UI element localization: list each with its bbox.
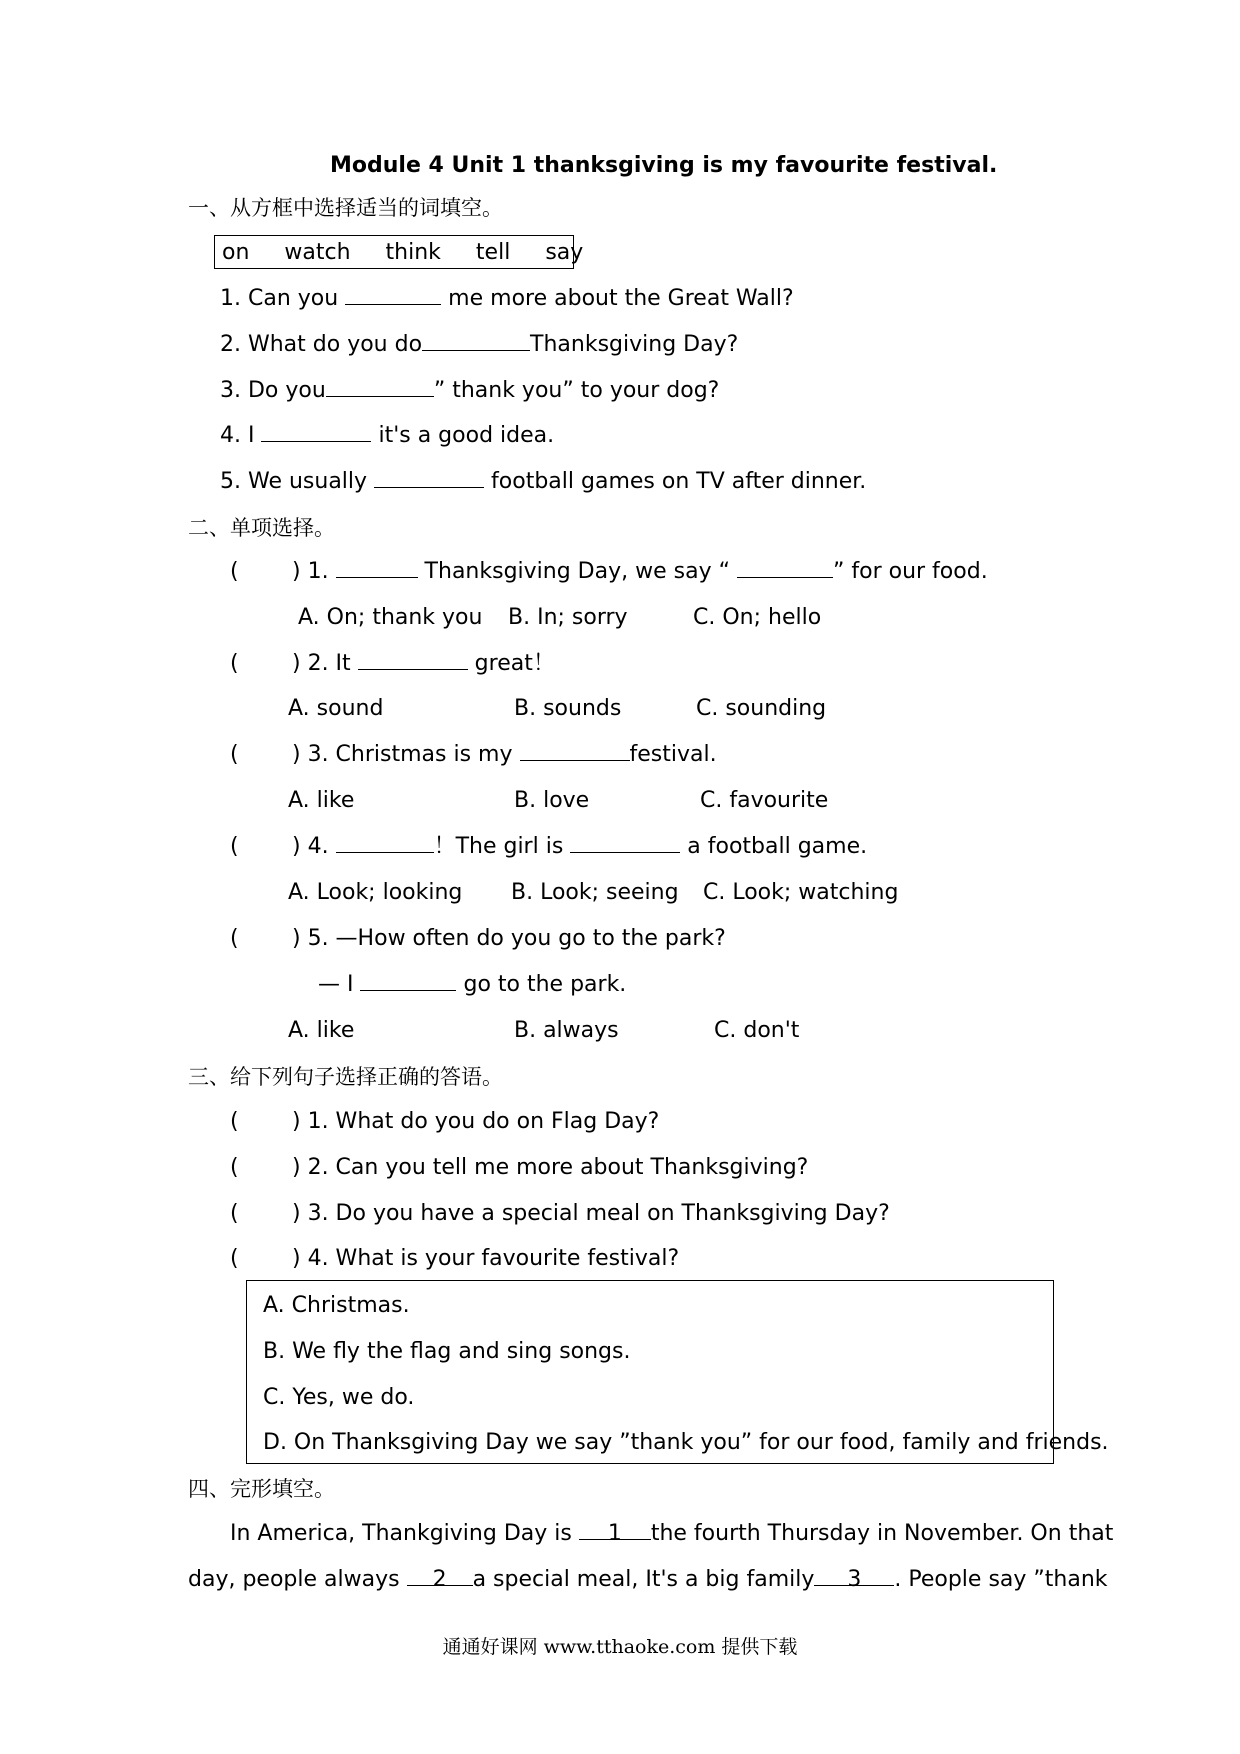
s2-option: B. love (514, 788, 590, 813)
page-footer: 通通好课网 www.tthaoke.com 提供下载 (442, 1636, 798, 1658)
s2-option: A. like (288, 1018, 355, 1043)
s2-stem: a football game. (680, 834, 868, 859)
s1-question-text: ” thank you” to your dog? (433, 378, 720, 403)
word-box (214, 235, 584, 269)
s2-stem: ！The girl is (433, 834, 571, 859)
s2-subline (318, 970, 626, 1000)
answer-blank[interactable] (520, 740, 630, 761)
answer-paren[interactable]: ( (230, 559, 239, 584)
cloze-text: . People say ”thank (894, 1567, 1108, 1592)
s1-question-text: 1. Can you (220, 286, 346, 311)
answer-option: A. Christmas. (263, 1293, 410, 1318)
s1-question-text: Thanksgiving Day? (530, 332, 739, 357)
s2-stem: ) 5. —How often do you go to the park? (292, 926, 726, 951)
cloze-text: a special meal, It's a big family (472, 1567, 815, 1592)
word-item: think (385, 240, 441, 265)
s1-question-text: 5. We usually (220, 469, 375, 494)
cloze-paragraph-line (188, 1565, 1108, 1595)
s2-stem: festival. (629, 742, 717, 767)
answer-paren[interactable]: ( (230, 926, 239, 951)
answer-blank[interactable] (374, 467, 484, 488)
section3-heading: 三、给下列句子选择正确的答语。 (188, 1065, 503, 1089)
s2-question (230, 924, 726, 954)
answer-paren[interactable]: ( (230, 742, 239, 767)
s2-question (230, 740, 717, 770)
s2-stem: go to the park. (456, 972, 627, 997)
s3-question-text: ) 3. Do you have a special meal on Thanksgiving Day? (292, 1201, 890, 1226)
s2-stem: great！ (467, 651, 555, 676)
s1-question-text: it's a good idea. (371, 423, 555, 448)
s2-stem: ) 4. (292, 834, 336, 859)
s2-stem: — I (318, 972, 361, 997)
s3-question-text: ) 1. What do you do on Flag Day? (292, 1109, 660, 1134)
s2-option: C. sounding (696, 696, 827, 721)
s1-question (220, 376, 719, 406)
s2-option: B. always (514, 1018, 619, 1043)
cloze-text: In America, Thankgiving Day is (230, 1521, 579, 1546)
answer-blank[interactable] (360, 970, 456, 991)
s2-option: C. Look; watching (703, 880, 899, 905)
answer-paren[interactable]: ( (230, 1109, 239, 1134)
s3-question (230, 1153, 808, 1183)
s3-question (230, 1244, 679, 1274)
answer-option: D. On Thanksgiving Day we say ”thank you” for our food, family and friends. (263, 1430, 1109, 1455)
answer-blank[interactable] (358, 649, 468, 670)
answer-paren[interactable]: ( (230, 651, 239, 676)
answer-blank[interactable] (336, 832, 434, 853)
s2-question (230, 649, 555, 679)
section4-heading: 四、完形填空。 (188, 1477, 335, 1501)
s2-option: B. In; sorry (508, 605, 628, 630)
s1-question-text: 2. What do you do (220, 332, 423, 357)
s2-stem: ” for our food. (832, 559, 988, 584)
cloze-blank[interactable]: 2 (407, 1565, 473, 1586)
s1-question-text: me more about the Great Wall? (441, 286, 794, 311)
s3-question-text: ) 2. Can you tell me more about Thanksgiving? (292, 1155, 809, 1180)
answer-blank[interactable] (737, 557, 833, 578)
answer-blank[interactable] (261, 421, 371, 442)
s2-question (230, 557, 988, 587)
s3-question (230, 1199, 890, 1229)
s1-question (220, 330, 738, 360)
s2-option: C. favourite (700, 788, 829, 813)
s1-question (220, 467, 866, 497)
section1-heading: 一、从方框中选择适当的词填空。 (188, 196, 503, 220)
s1-question-text: football games on TV after dinner. (484, 469, 867, 494)
answer-paren[interactable]: ( (230, 1155, 239, 1180)
s2-option: A. On; thank you (298, 605, 483, 630)
answer-option: C. Yes, we do. (263, 1385, 415, 1410)
section2-heading: 二、单项选择。 (188, 516, 335, 540)
answer-blank[interactable] (422, 330, 530, 351)
cloze-text: day, people always (188, 1567, 407, 1592)
answer-blank[interactable] (336, 557, 418, 578)
word-item: say (545, 240, 584, 265)
s2-stem: ) 1. (292, 559, 336, 584)
s2-option: A. sound (288, 696, 384, 721)
answer-blank[interactable] (326, 376, 434, 397)
answer-paren[interactable]: ( (230, 1246, 239, 1271)
s3-question (230, 1107, 659, 1137)
cloze-blank[interactable]: 3 (814, 1565, 894, 1586)
answer-blank[interactable] (570, 832, 680, 853)
s2-question (230, 832, 867, 862)
word-item: tell (475, 240, 511, 265)
page-title: Module 4 Unit 1 thanksgiving is my favourite festival. (330, 153, 998, 178)
s2-stem: ) 2. It (292, 651, 358, 676)
cloze-blank[interactable]: 1 (579, 1519, 651, 1540)
answer-option: B. We fly the flag and sing songs. (263, 1339, 631, 1364)
s2-option: A. Look; looking (288, 880, 463, 905)
s1-question (220, 421, 554, 451)
s2-stem: ) 3. Christmas is my (292, 742, 520, 767)
s3-question-text: ) 4. What is your favourite festival? (292, 1246, 680, 1271)
answer-blank[interactable] (345, 284, 441, 305)
cloze-text: the fourth Thursday in November. On that (650, 1521, 1114, 1546)
s1-question-text: 4. I (220, 423, 262, 448)
answer-paren[interactable]: ( (230, 834, 239, 859)
word-item: on (222, 240, 250, 265)
s1-question (220, 284, 794, 314)
s2-option: A. like (288, 788, 355, 813)
s2-option: B. sounds (514, 696, 622, 721)
answer-options-box (246, 1280, 1109, 1464)
word-item: watch (284, 240, 351, 265)
cloze-paragraph-line (230, 1519, 1113, 1549)
s2-option: C. don't (714, 1018, 800, 1043)
s2-option: B. Look; seeing (511, 880, 679, 905)
s2-option: C. On; hello (693, 605, 822, 630)
answer-paren[interactable]: ( (230, 1201, 239, 1226)
s1-question-text: 3. Do you (220, 378, 326, 403)
s2-stem: Thanksgiving Day, we say “ (417, 559, 737, 584)
